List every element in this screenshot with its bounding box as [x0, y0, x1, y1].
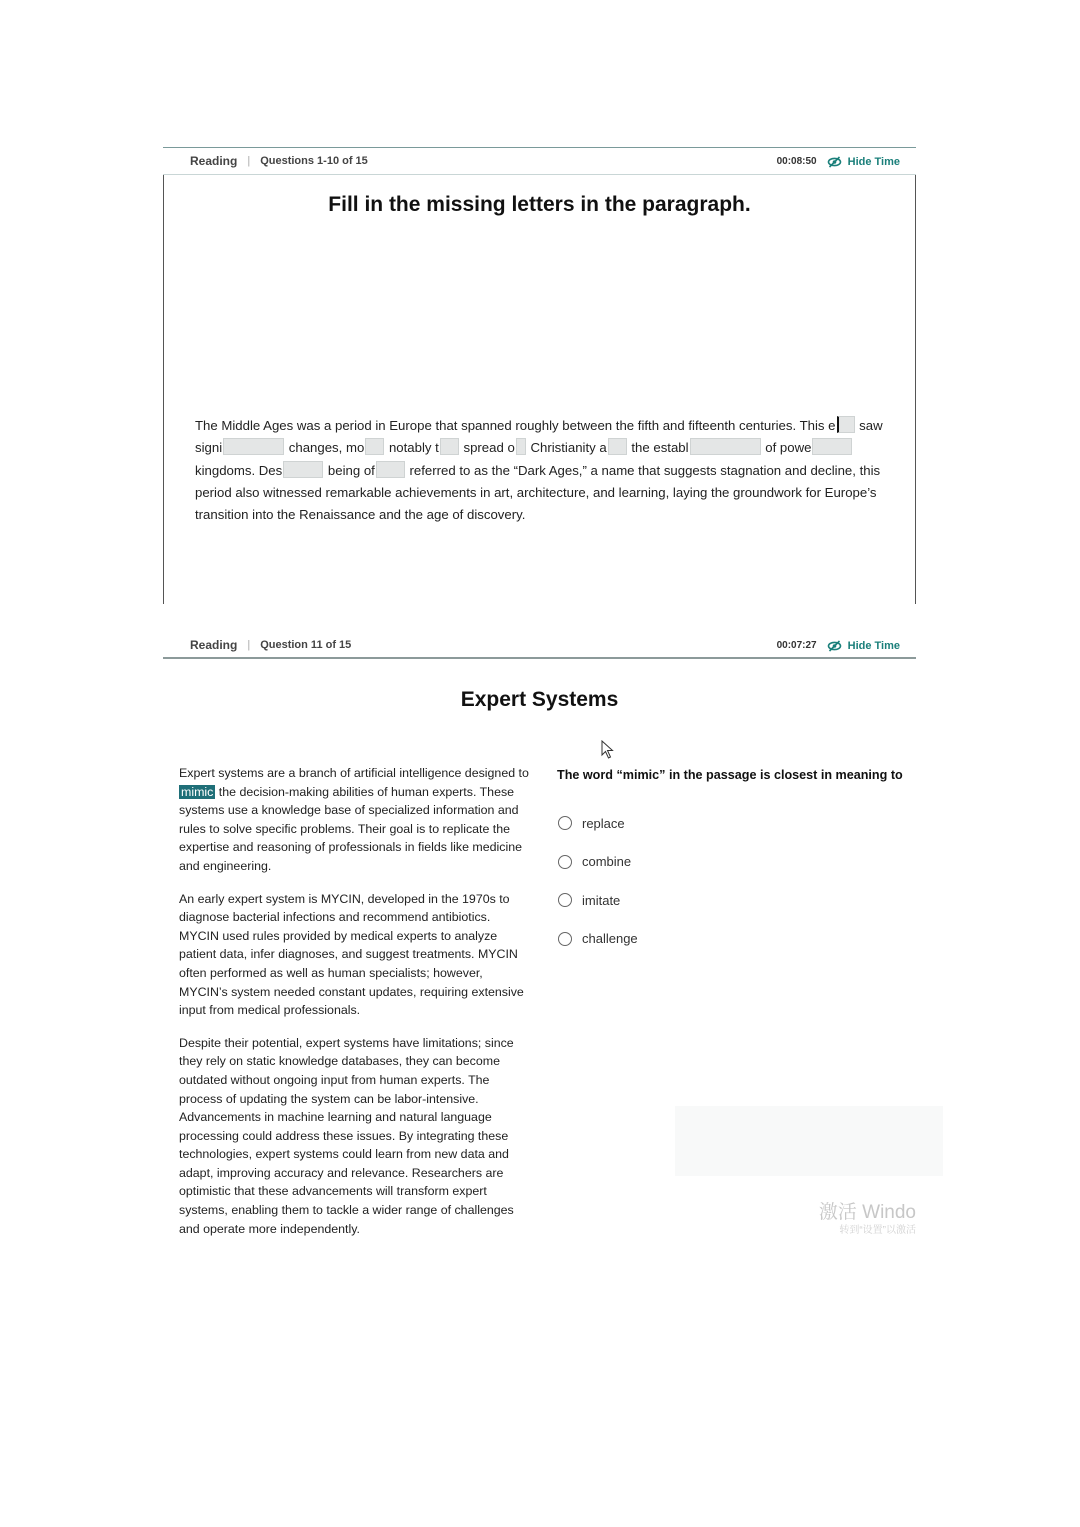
blank-input[interactable] — [812, 438, 852, 455]
instruction-title: Fill in the missing letters in the paragraph. — [328, 193, 751, 216]
highlighted-word: mimic — [181, 784, 214, 799]
radio-button[interactable] — [558, 893, 572, 907]
option-label: combine — [582, 854, 632, 870]
option-imitate[interactable] — [558, 881, 638, 920]
passage-text: the decision-making abilities of human experts. These systems use a knowledge base of specialized information and rules to solve specific problems. Their goal is to replicate the expertise and reasoning of professionals in fields like medicine and engineering. — [179, 784, 522, 873]
paragraph-text: the establ — [627, 440, 689, 456]
eye-slash-icon — [827, 156, 842, 168]
mouse-pointer-icon — [601, 740, 615, 760]
reading-passage — [179, 764, 529, 1252]
question-counter: Question 11 of 15 — [260, 638, 352, 651]
faded-overlay — [675, 1106, 943, 1176]
cloze-paragraph — [195, 415, 885, 526]
blank-input[interactable] — [283, 461, 323, 478]
paragraph-text: of powe — [761, 440, 812, 456]
radio-button[interactable] — [558, 816, 572, 830]
header-divider: | — [247, 638, 251, 651]
blank-input[interactable] — [516, 438, 526, 455]
question-counter: Questions 1-10 of 15 — [260, 155, 368, 167]
paragraph-text: Christianity a — [526, 440, 607, 456]
header-divider: | — [247, 155, 251, 167]
section-label: Reading — [190, 154, 238, 168]
timer-area — [777, 632, 900, 659]
passage-paragraph — [179, 764, 529, 876]
activation-watermark — [819, 1202, 916, 1238]
fill-in-panel — [163, 147, 916, 604]
timer: 00:07:27 — [776, 640, 817, 651]
blank-input[interactable] — [440, 438, 459, 455]
answer-options — [558, 804, 638, 958]
vocabulary-panel — [163, 632, 916, 1244]
question-body — [163, 175, 916, 604]
timer: 00:08:50 — [776, 156, 817, 167]
blank-input[interactable] — [690, 438, 761, 455]
hide-time-label: Hide Time — [847, 155, 900, 168]
option-label: challenge — [582, 931, 638, 947]
top-bar — [163, 148, 916, 175]
option-combine[interactable] — [558, 843, 638, 882]
blank-input[interactable] — [223, 438, 284, 455]
hide-time-button[interactable] — [827, 640, 900, 652]
timer-area — [777, 148, 900, 175]
paragraph-text: kingdoms. Des — [195, 462, 283, 478]
passage-title: Expert Systems — [460, 688, 619, 711]
hide-time-label: Hide Time — [847, 639, 900, 652]
blank-input[interactable] — [608, 438, 627, 455]
passage-text: Expert systems are a branch of artificial intelligence designed to — [179, 766, 529, 780]
paragraph-text: saw signi — [195, 418, 883, 456]
paragraph-text: being of — [324, 462, 375, 478]
paragraph-text: The Middle Ages was a period in Europe that spanned roughly between the fifth and fifteenth centuries. This e — [195, 418, 836, 433]
radio-button[interactable] — [558, 855, 572, 869]
option-label: imitate — [582, 892, 621, 908]
section-label: Reading — [190, 637, 238, 652]
passage-paragraph: Despite their potential, expert systems have limitations; since they rely on static knowledge databases, they can become outdated without ongoing input from human experts. The process of updating the system can be labor-intensive. Advancements in machine learning and natural language processing could address these issues. By integrating these technologies, expert systems could learn from new data and adapt, improving accuracy and relevance. Researchers are optimistic that these advancements will transform expert systems, enabling them to tackle a wider range of challenges and operate more independently. — [179, 1035, 514, 1236]
watermark-line: 激活 Windo — [818, 1202, 916, 1223]
paragraph-text: referred to as the “Dark Ages,” a name that suggests stagnation and decline, this period also witnessed remarkable achievements in art, architecture, and learning, laying the groundwork for Europe’s transition into the Renaissance and the age of discovery. — [195, 462, 881, 523]
blank-input[interactable] — [837, 416, 855, 433]
question-prompt: The word “mimic” in the passage is closest in meaning to — [557, 768, 903, 782]
top-bar — [163, 632, 916, 659]
eye-slash-icon — [827, 640, 842, 652]
paragraph-text: notably t — [385, 440, 439, 456]
paragraph-text: changes, mo — [285, 440, 365, 456]
option-label: replace — [582, 815, 625, 831]
paragraph-text: spread o — [459, 440, 515, 456]
watermark-line: 转到“设置”以激活 — [839, 1225, 916, 1236]
blank-input[interactable] — [365, 438, 384, 455]
radio-button[interactable] — [558, 932, 572, 946]
hide-time-button[interactable] — [827, 156, 900, 168]
blank-input[interactable] — [376, 461, 405, 478]
passage-paragraph: An early expert system is MYCIN, developed in the 1970s to diagnose bacterial infections and recommend antibiotics. MYCIN used rules provided by medical experts to analyze patient data, infer diagnoses, and suggest treatments. MYCIN often performed as well as human specialists; however, MYCIN’s system needed constant updates, requiring extensive input from medical professionals. — [179, 891, 524, 1018]
option-replace[interactable] — [558, 804, 638, 843]
option-challenge[interactable] — [558, 920, 638, 959]
